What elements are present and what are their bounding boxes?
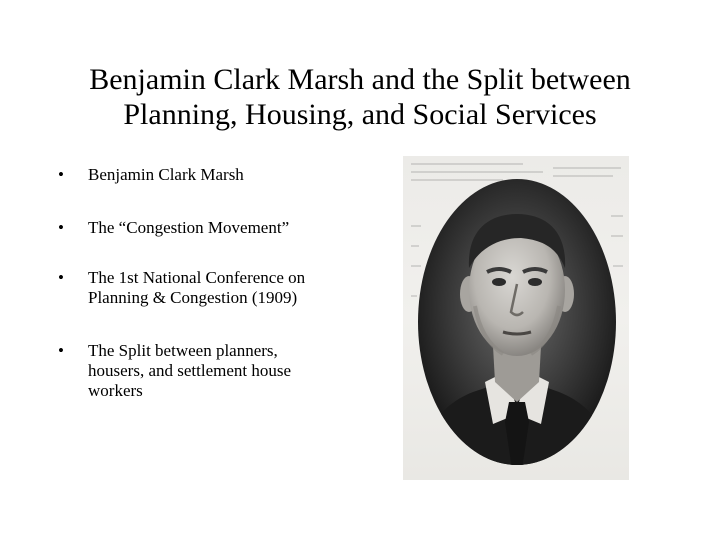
bullet-text: The “Congestion Movement” bbox=[88, 218, 290, 237]
portrait-photo bbox=[403, 156, 629, 480]
right-eye bbox=[528, 278, 542, 286]
left-eye bbox=[492, 278, 506, 286]
bullet-text-line-2: housers, and settlement house bbox=[88, 361, 292, 380]
bullet-text-line-1: The 1st National Conference on bbox=[88, 268, 306, 287]
bullet-dot: • bbox=[58, 165, 64, 184]
slide-title bbox=[40, 62, 680, 132]
necktie bbox=[505, 402, 529, 476]
bullet-dot: • bbox=[58, 341, 64, 360]
bullet-list bbox=[58, 165, 358, 401]
bullet-item bbox=[58, 341, 358, 401]
bullet-dot: • bbox=[58, 268, 64, 287]
bullet-text-line-3: workers bbox=[88, 381, 143, 400]
bullet-dot: • bbox=[58, 218, 64, 237]
title-line-1: Benjamin Clark Marsh and the Split between bbox=[89, 63, 631, 96]
bullet-item bbox=[58, 218, 358, 238]
bullet-text-line-1: The Split between planners, bbox=[88, 341, 278, 360]
bullet-text: Benjamin Clark Marsh bbox=[88, 165, 244, 184]
portrait-illustration bbox=[403, 156, 629, 480]
title-line-2: Planning, Housing, and Social Services bbox=[123, 98, 597, 131]
bullet-item bbox=[58, 165, 358, 185]
bullet-item bbox=[58, 268, 358, 308]
bullet-text-line-2: Planning & Congestion (1909) bbox=[88, 288, 298, 307]
